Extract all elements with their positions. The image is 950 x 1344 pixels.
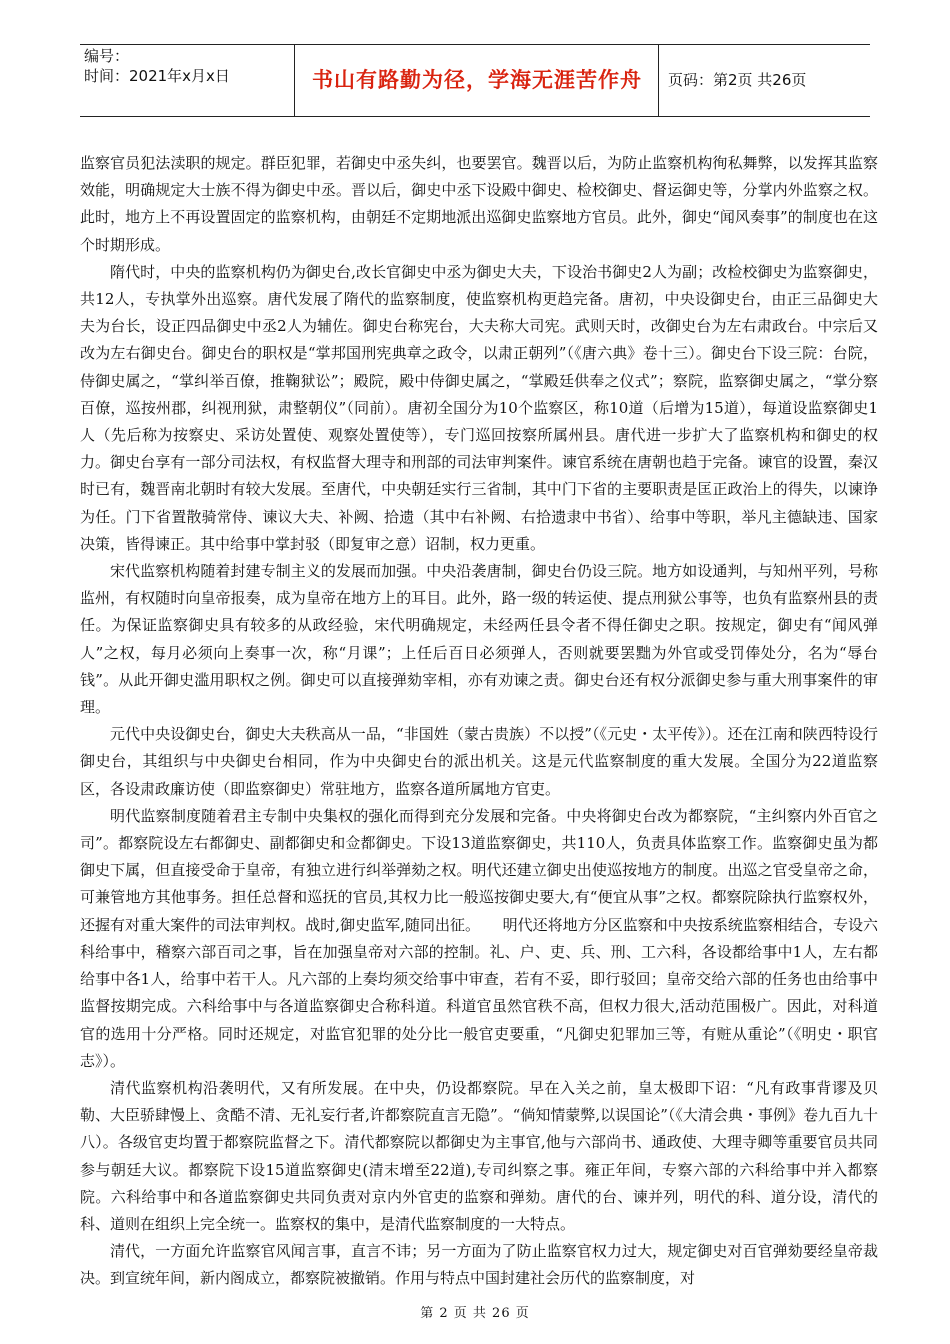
- header-time: 时间：2021年x月x日: [84, 67, 230, 85]
- header-bottom-rule: [80, 116, 870, 117]
- paragraph-7: 清代，一方面允许监察官风闻言事，直言不讳；另一方面为了防止监察官权力过大，规定御史对百官弹劾要经皇帝裁决。到宣统年间，新内阁成立，都察院被撤销。作用与特点中国封建社会历代的监察制度，对: [80, 1242, 878, 1288]
- document-body: [80, 150, 878, 1293]
- header-divider-left: [294, 44, 295, 116]
- paragraph-6: 清代监察机构沿袭明代，又有所发展。在中央，仍设都察院。早在入关之前，皇太极即下诏：“凡有政事背谬及贝勒、大臣骄肆慢上、贪酷不清、无礼妄行者,许都察院直言无隐”。“倘知情蒙弊,以误国论”（《大清会典・事例》卷九百九十八）。各级官吏均置于都察院监督之下。清代都察院以都御史为主事官,他与六部尚书、通政使、大理寺卿等重要官员共同参与朝廷大议。都察院下设15道监察御史(清末增至22道),专司纠察之事。雍正年间，专察六部的六科给事中并入都察院。六科给事中和各道监察御史共同负责对京内外官吏的监察和弹劾。唐代的台、谏并列，明代的科、道分设，清代的科、道则在组织上完全统一。监察权的集中，是清代监察制度的一大特点。: [80, 1078, 878, 1233]
- header-meta: [84, 46, 294, 86]
- header-motto: 书山有路勤为径，学海无涯苦作舟: [312, 68, 642, 92]
- header-number: 编号：: [84, 47, 130, 65]
- page-header: [80, 44, 870, 116]
- paragraph-2: 隋代时，中央的监察机构仍为御史台,改长官御史中丞为御史大夫，下设治书御史2人为副；改检校御史为监察御史，共12人，专执掌外出巡察。唐代发展了隋代的监察制度，使监察机构更趋完备。唐初，中央设御史台，由正三品御史大夫为台长，设正四品御史中丞2人为辅佐。御史台称宪台，大夫称大司宪。武则天时，改御史台为左右肃政台。中宗后又改为左右御史台。御史台的职权是“掌邦国刑宪典章之政令，以肃正朝列”（《唐六典》卷十三）。御史台下设三院：台院，侍御史属之，“掌纠举百僚，推鞠狱讼”；殿院，殿中侍御史属之，“掌殿廷供奉之仪式”；察院，监察御史属之，“掌分察百僚，巡按州郡，纠视刑狱，肃整朝仪”（同前）。唐初全国分为10个监察区，称10道（后增为15道），每道设监察御史1人（先后称为按察史、采访处置使、观察处置使等），专门巡回按察所属州县。唐代进一步扩大了监察机构和御史的权力。御史台享有一部分司法权，有权监督大理寺和刑部的司法审判案件。谏官系统在唐朝也趋于完备。谏官的设置，秦汉时已有，魏晋南北朝时有较大发展。至唐代，中央朝廷实行三省制，其中门下省的主要职责是匡正政治上的得失，以谏诤为任。门下省置散骑常侍、谏议大夫、补阙、拾遗（其中右补阙、右拾遗隶中书省）、给事中等职，举凡主德缺违、国家决策，皆得谏正。其中给事中掌封驳（即复审之意）诏制，权力更重。: [80, 262, 878, 553]
- paragraph-3: 宋代监察机构随着封建专制主义的发展而加强。中央沿袭唐制，御史台仍设三院。地方如设通判，与知州平列，号称监州，有权随时向皇帝报奏，成为皇帝在地方上的耳目。此外，路一级的转运使、提点刑狱公事等，也负有监察州县的责任。为保证监察御史具有较多的从政经验，宋代明确规定，未经两任县令者不得任御史之职。按规定，御史有“闻风弹人”之权，每月必须向上奏事一次，称“月课”；上任后百日必须弹人，否则就要罢黜为外官或受罚俸处分，名为“辱台钱”。从此开御史滥用职权之例。御史可以直接弹劾宰相，亦有劝谏之责。御史台还有权分派御史参与重大刑事案件的审理。: [80, 562, 878, 717]
- paragraph-1: 监察官员犯法渎职的规定。群臣犯罪，若御史中丞失纠，也要罢官。魏晋以后，为防止监察机构徇私舞弊，以发挥其监察效能，明确规定大士族不得为御史中丞。晋以后，御史中丞下设殿中御史、检校御史、督运御史等，分掌内外监察之权。此时，地方上不再设置固定的监察机构，由朝廷不定期地派出巡御史监察地方官员。此外，御史“闻风奏事”的制度也在这个时期形成。: [80, 154, 878, 254]
- paragraph-5: 明代监察制度随着君主专制中央集权的强化而得到充分发展和完备。中央将御史台改为都察院，“主纠察内外百官之司”。都察院设左右都御史、副都御史和佥都御史。下设13道监察御史，共110人，负责具体监察工作。监察御史虽为都御史下属，但直接受命于皇帝，有独立进行纠举弹劾之权。明代还建立御史出使巡按地方的制度。出巡之官受皇帝之命，可兼管地方其他事务。担任总督和巡抚的官员,其权力比一般巡按御史要大,有“便宜从事”之权。都察院除执行监察权外，还握有对重大案件的司法审判权。战时,御史监军,随同出征。 明代还将地方分区监察和中央按系统监察相结合，专设六科给事中，稽察六部百司之事，旨在加强皇帝对六部的控制。礼、户、吏、兵、刑、工六科，各设都给事中1人，左右都给事中各1人，给事中若干人。凡六部的上奏均须交给事中审查，若有不妥，即行驳回；皇帝交给六部的任务也由给事中监督按期完成。六科给事中与各道监察御史合称科道。科道官虽然官秩不高，但权力很大,活动范围极广。因此，对科道官的选用十分严格。同时还规定，对监官犯罪的处分比一般官吏要重，“凡御史犯罪加三等，有赃从重论”（《明史・职官志》）。: [80, 806, 878, 1070]
- header-divider-right: [658, 44, 659, 116]
- page-footer: 第 2 页 共 26 页: [420, 1306, 530, 1321]
- paragraph-4: 元代中央设御史台，御史大夫秩高从一品，“非国姓（蒙古贵族）不以授”（《元史・太平传》）。还在江南和陕西特设行御史台，其组织与中央御史台相同，作为中央御史台的派出机关。这是元代监察制度的重大发展。全国分为22道监察区，各设肃政廉访使（即监察御史）常驻地方，监察各道所属地方官吏。: [80, 725, 878, 798]
- header-page-info: 页码：第2页 共26页: [668, 71, 807, 89]
